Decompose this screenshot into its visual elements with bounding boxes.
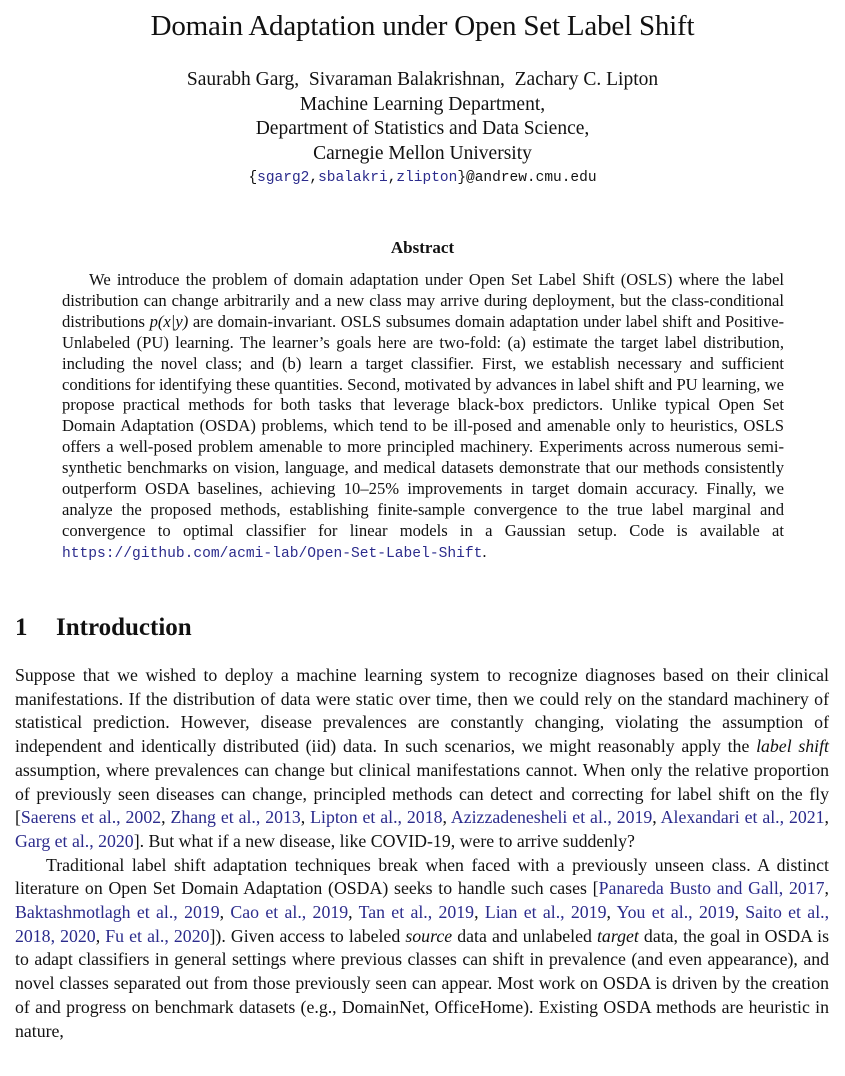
- citation-link[interactable]: Lipton et al., 2018: [310, 807, 443, 828]
- section-title: Introduction: [56, 614, 192, 641]
- citation-link[interactable]: Saito et al., 2018, 2020: [15, 902, 830, 946]
- author-names: Saurabh Garg, Sivaraman Balakrishnan, Zachary C. Lipton: [186, 69, 659, 90]
- citation-link[interactable]: Panareda Busto and Gall, 2017: [598, 878, 825, 899]
- emphasis: target: [596, 925, 639, 946]
- text: data and unlabeled: [452, 925, 597, 946]
- text: Suppose that we wished to deploy a machine learning system to recognize diagnoses based on their clinical manifestations. If the distribution of data were static over time, then we could rely on the standard machinery of statistical prediction. However, disease prevalences are constantly changing, violating the assumption of independent and identically distributed (iid) data. In such scenarios, we might reasonably apply the: [15, 665, 829, 757]
- section-number: 1: [15, 614, 28, 641]
- email-link-sbalakri[interactable]: sbalakri: [318, 170, 388, 186]
- abstract-body: [62, 270, 784, 565]
- affiliation-line: Department of Statistics and Data Science,: [255, 118, 590, 139]
- email-sep: ,: [387, 170, 397, 186]
- code-link[interactable]: https://github.com/acmi-lab/Open-Set-Label-Shift: [62, 545, 483, 562]
- inline-math: p(x|y): [149, 311, 189, 331]
- text: Traditional label shift adaptation techniques break when faced with a previously unseen class. A distinct literature on Open Set Domain Adaptation (OSDA) seeks to handle such cases [: [15, 854, 829, 899]
- citation-link[interactable]: Baktashmotlagh et al., 2019: [15, 902, 220, 923]
- citation-link[interactable]: Lian et al., 2019: [484, 902, 607, 923]
- paragraph: Suppose that we wished to deploy a machine learning system to recognize diagnoses based on their clinical manifestations. If the distribution of data were static over time, then we could rely on the standard machinery of statistical prediction. However, disease prevalences are constantly changing, violating the assumption of independent and identically distributed (iid) data. In such scenarios, we might reasonably apply the label shift assumption, where prevalences can change but clinical manifestations cannot. When only the relative proportion of previously seen diseases can change, principled methods can detect and correcting for label shift on the fly [Saerens et al., 2002, Zhang et al., 2013, Lipton et al., 2018, Azizzadenesheli et al., 2019, Alexandari et al., 2021, Garg et al., 2020]. But what if a new disease, like COVID-19, were to arrive suddenly?: [15, 665, 829, 851]
- abstract-text: .: [482, 541, 487, 561]
- emphasis: label shift: [756, 736, 829, 757]
- text: data, the goal in OSDA is to adapt classifiers in general settings where previous classes can shift in prevalence (and even appearance), and novel classes separated out from those previously seen can appear. Most work on OSDA is driven by the creation of and progress on benchmark datasets (e.g., DomainNet, OfficeHome). Existing OSDA methods are heuristic in nature,: [15, 925, 830, 1041]
- text: ]. But what if a new disease, like COVID-19, were to arrive suddenly?: [133, 830, 635, 851]
- section-heading: [15, 614, 192, 642]
- abstract-text: We introduce the problem of domain adaptation under Open Set Label Shift (OSLS) where the label distribution can change arbitrarily and a new class may arrive during deployment, but the class-conditional distributions: [62, 270, 784, 331]
- author-block: [0, 68, 845, 191]
- email-link-sgarg2[interactable]: sgarg2: [257, 170, 310, 186]
- intro-body: [15, 664, 829, 1043]
- email-link-zlipton[interactable]: zlipton: [396, 170, 458, 186]
- text: ]). Given access to labeled: [209, 925, 406, 946]
- abstract-text: are domain-invariant. OSLS subsumes domain adaptation under label shift and Positive-Unlabeled (PU) learning. The learner’s goals here are two-fold: (a) estimate the target label distribution, including the novel class; and (b) learn a target classifier. First, we establish necessary and sufficient conditions for identifying these quantities. Second, motivated by advances in label shift and PU learning, we propose practical methods for both tasks that leverage black-box predictors. Unlike typical Open Set Domain Adaptation (OSDA) problems, which tend to be ill-posed and amenable only to heuristics, OSLS offers a well-posed problem amenable to more principled machinery. Experiments across numerous semi-synthetic benchmarks on vision, language, and medical datasets demonstrate that our methods consistently outperform OSDA baselines, achieving 10–25% improvements in target domain accuracy. Finally, we analyze the proposed methods, establishing finite-sample convergence to the true label marginal and convergence to optimal classifier for linear models in a Gaussian setup. Code is available at: [62, 311, 784, 540]
- citation-link[interactable]: Alexandari et al., 2021: [660, 807, 825, 828]
- author-emails: [0, 166, 845, 191]
- citation-link[interactable]: Fu et al., 2020: [105, 925, 210, 946]
- email-domain: }@andrew.cmu.edu: [457, 170, 597, 186]
- citation-link[interactable]: Garg et al., 2020: [15, 830, 134, 851]
- text: assumption, where prevalences can change but clinical manifestations cannot. When only the relative proportion of previously seen diseases can change, principled methods can detect and correcting for label shift on the fly [: [15, 759, 829, 828]
- citation-link[interactable]: Azizzadenesheli et al., 2019: [450, 807, 653, 828]
- affiliation-line: Carnegie Mellon University: [313, 142, 532, 164]
- paper-title: Domain Adaptation under Open Set Label Shift: [150, 10, 695, 42]
- affiliation-line: Machine Learning Department,: [299, 93, 546, 115]
- citation-link[interactable]: Zhang et al., 2013: [170, 807, 301, 828]
- citation-link[interactable]: Cao et al., 2019: [230, 902, 349, 923]
- abstract-heading: Abstract: [390, 238, 455, 257]
- emphasis: source: [405, 925, 453, 946]
- email-sep: ,: [309, 170, 319, 186]
- citation-link[interactable]: Saerens et al., 2002: [20, 807, 162, 828]
- paragraph: Traditional label shift adaptation techniques break when faced with a previously unseen class. A distinct literature on Open Set Domain Adaptation (OSDA) seeks to handle such cases [Panareda Busto and Gall, 2017, Baktashmotlagh et al., 2019, Cao et al., 2019, Tan et al., 2019, Lian et al., 2019, You et al., 2019, Saito et al., 2018, 2020, Fu et al., 2020]). Given access to labeled source data and unlabeled target data, the goal in OSDA is to adapt classifiers in general settings where previous classes can shift in prevalence (and even appearance), and novel classes separated out from those previously seen can appear. Most work on OSDA is driven by the creation of and progress on benchmark datasets (e.g., DomainNet, OfficeHome). Existing OSDA methods are heuristic in nature,: [15, 854, 830, 1041]
- citation-link[interactable]: Tan et al., 2019: [358, 902, 475, 923]
- brace-open: {: [248, 170, 258, 186]
- citation-link[interactable]: You et al., 2019: [616, 902, 735, 923]
